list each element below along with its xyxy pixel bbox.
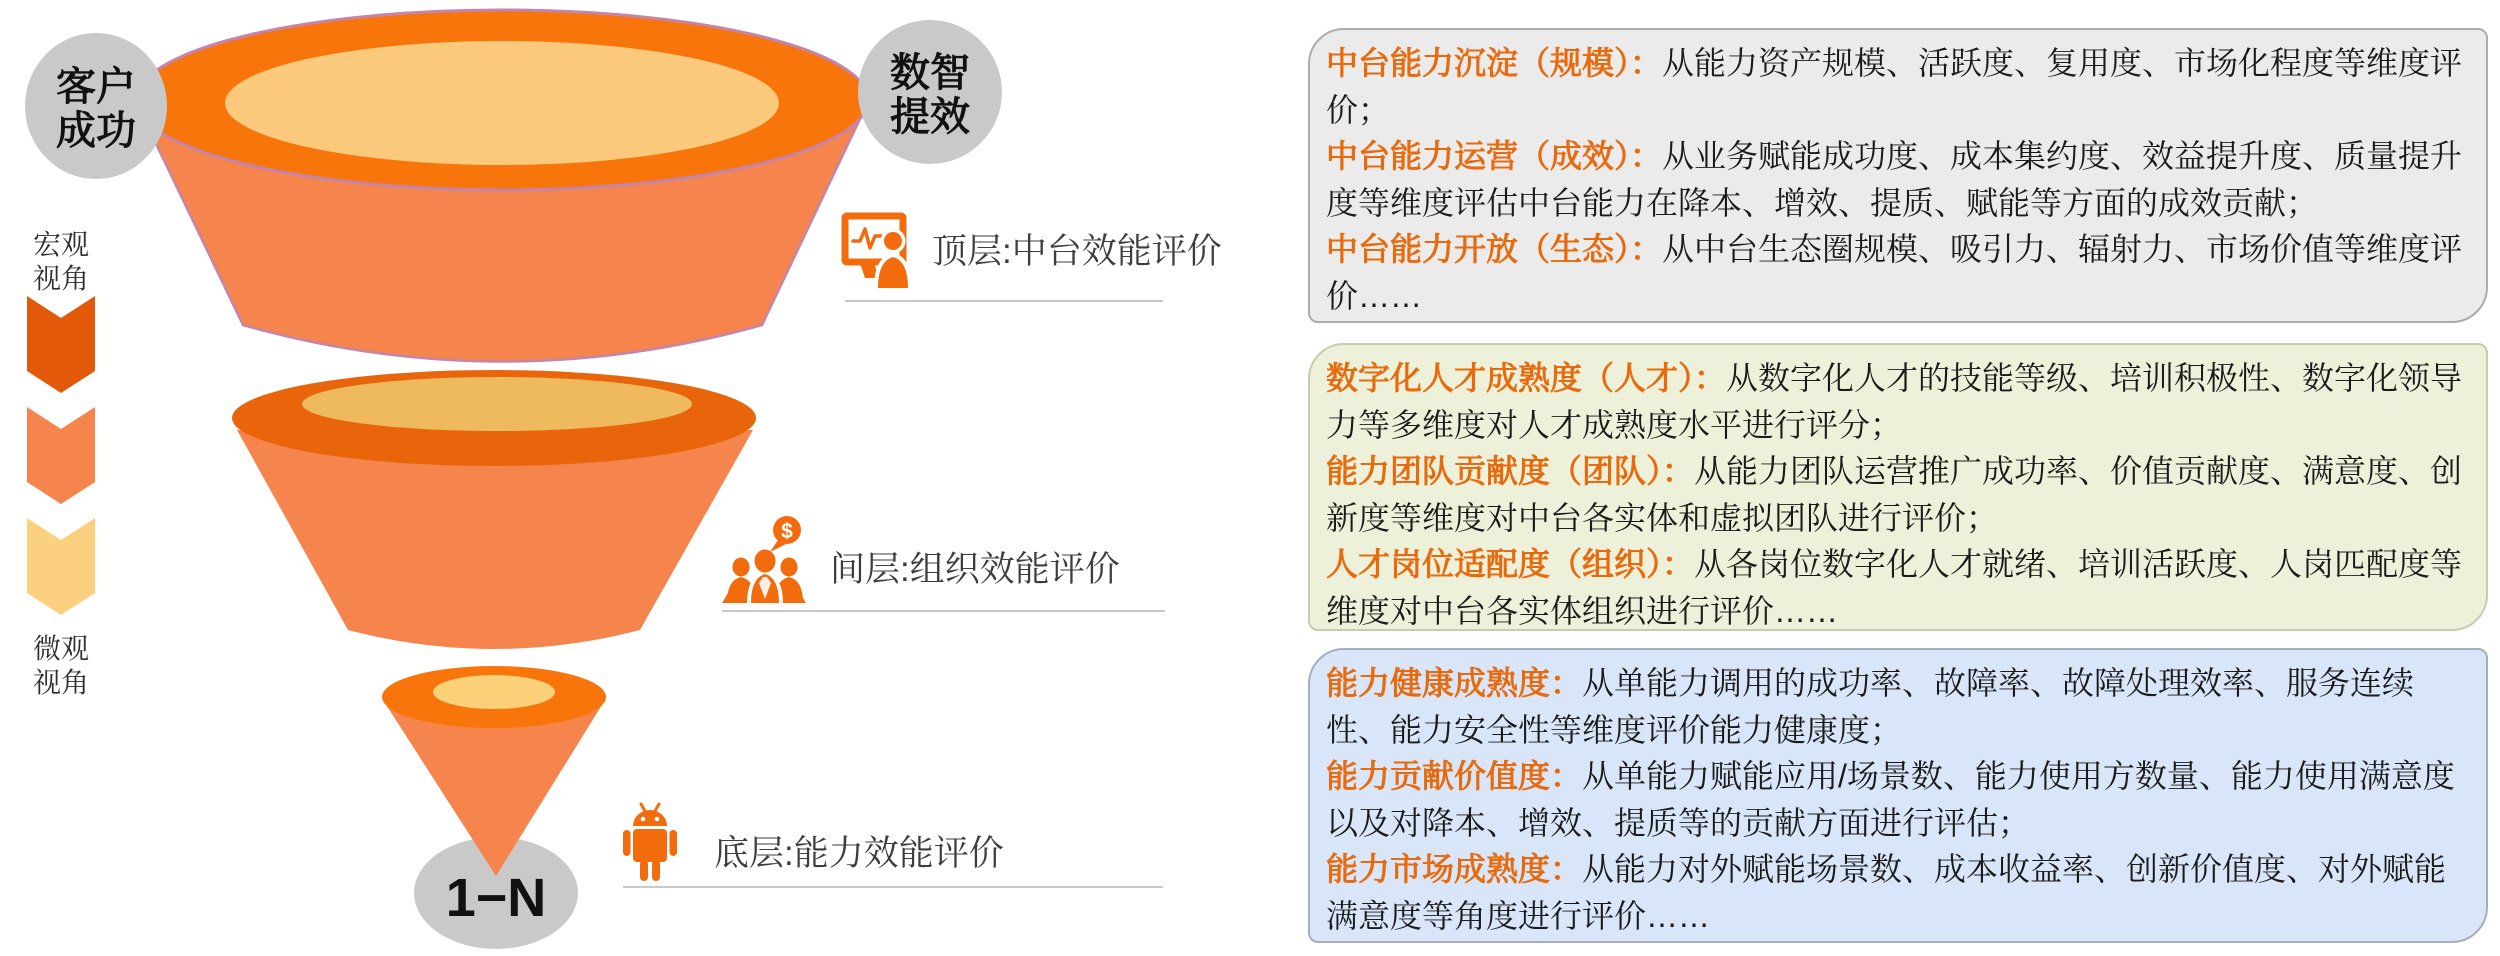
note-body: 从数字化人才的技能等级、培训积极性、数字化领导力等多维度对人才成熟度水平进行评分； — [1326, 360, 2463, 443]
note-body: 从能力对外赋能场景数、成本收益率、创新价值度、对外赋能满意度等角度进行评价…… — [1326, 851, 2447, 934]
note-line — [1326, 660, 2468, 753]
level-bottom-label: 底层:能力效能评价 — [714, 834, 1004, 873]
note-line — [1326, 133, 2468, 226]
level-bottom — [623, 804, 1163, 887]
note-line — [1326, 40, 2468, 133]
note-line — [1326, 753, 2468, 846]
note-lead: 数字化人才成熟度（人才）： — [1326, 360, 1727, 396]
note-body: 从单能力调用的成功率、故障率、故障处理效率、服务连续性、能力安全性等维度评价能力健康度； — [1326, 665, 2415, 748]
note-box-capability-efficiency — [1308, 648, 2488, 943]
note-body: 从能力资产规模、活跃度、复用度、市场化程度等维度评价； — [1326, 45, 2463, 128]
note-lead: 能力市场成熟度： — [1326, 851, 1583, 887]
note-body: 从中台生态圈规模、吸引力、辐射力、市场价值等维度评价…… — [1326, 231, 2463, 314]
dollar-glyph: $ — [781, 520, 793, 543]
note-lead: 能力贡献价值度： — [1326, 758, 1583, 794]
note-line — [1326, 355, 2468, 448]
funnel-tier-middle — [232, 370, 756, 649]
perspective-axis — [27, 229, 95, 698]
funnel-tier-top — [136, 10, 868, 362]
axis-micro-line2: 视角 — [32, 667, 90, 698]
chevron-down-icon — [27, 518, 95, 615]
customer-success-circle — [25, 33, 167, 179]
note-lead: 中台能力运营（成效）： — [1326, 138, 1663, 174]
digital-efficiency-line2: 提效 — [890, 95, 970, 139]
chevron-down-icon — [27, 296, 95, 393]
chevron-down-icon — [27, 407, 95, 504]
digital-efficiency-circle — [858, 20, 1002, 164]
bottom-circle-label: 1−N — [445, 868, 547, 928]
customer-success-line1: 客户 — [56, 65, 136, 109]
tier1-inner-ellipse — [225, 41, 779, 165]
axis-micro-line1: 微观 — [32, 633, 90, 664]
customer-success-line2: 成功 — [56, 109, 136, 153]
note-lead: 能力团队贡献度（团队）： — [1326, 453, 1695, 489]
digital-efficiency-line1: 数智 — [890, 51, 970, 95]
note-lead: 能力健康成熟度： — [1326, 665, 1583, 701]
level-middle — [722, 516, 1165, 611]
dashboard-presenter-icon — [845, 216, 912, 288]
funnel-tier-bottom — [382, 666, 606, 949]
note-line — [1326, 541, 2468, 634]
team-money-icon — [722, 516, 806, 603]
axis-macro-line1: 宏观 — [32, 229, 90, 260]
note-lead: 中台能力开放（生态）： — [1326, 231, 1663, 267]
note-body: 从单能力赋能应用/场景数、能力使用方数量、能力使用满意度以及对降本、增效、提质等的贡献方面进行评估； — [1326, 758, 2455, 841]
axis-macro-line2: 视角 — [32, 263, 90, 294]
note-lead: 人才岗位适配度（组织）： — [1326, 546, 1695, 582]
note-lead: 中台能力沉淀（规模）： — [1326, 45, 1663, 81]
note-body: 从业务赋能成功度、成本集约度、效益提升度、质量提升度等维度评估中台能力在降本、增效、提质、赋能等方面的成效贡献； — [1326, 138, 2463, 221]
tier2-inner-ellipse — [302, 377, 692, 431]
note-line — [1326, 846, 2468, 939]
tier3-inner-ellipse — [433, 675, 555, 709]
level-top-label: 顶层:中台效能评价 — [932, 232, 1222, 271]
note-box-platform-efficiency — [1308, 28, 2488, 323]
android-robot-icon — [623, 804, 677, 881]
note-body: 从能力团队运营推广成功率、价值贡献度、满意度、创新度等维度对中台各实体和虚拟团队进行评价； — [1326, 453, 2463, 536]
note-line — [1326, 448, 2468, 541]
note-body: 从各岗位数字化人才就绪、培训活跃度、人岗匹配度等维度对中台各实体组织进行评价…… — [1326, 546, 2463, 629]
note-box-organization-efficiency — [1308, 343, 2488, 631]
note-line — [1326, 226, 2468, 319]
level-top — [845, 216, 1222, 301]
level-middle-label: 间层:组织效能评价 — [830, 550, 1120, 589]
